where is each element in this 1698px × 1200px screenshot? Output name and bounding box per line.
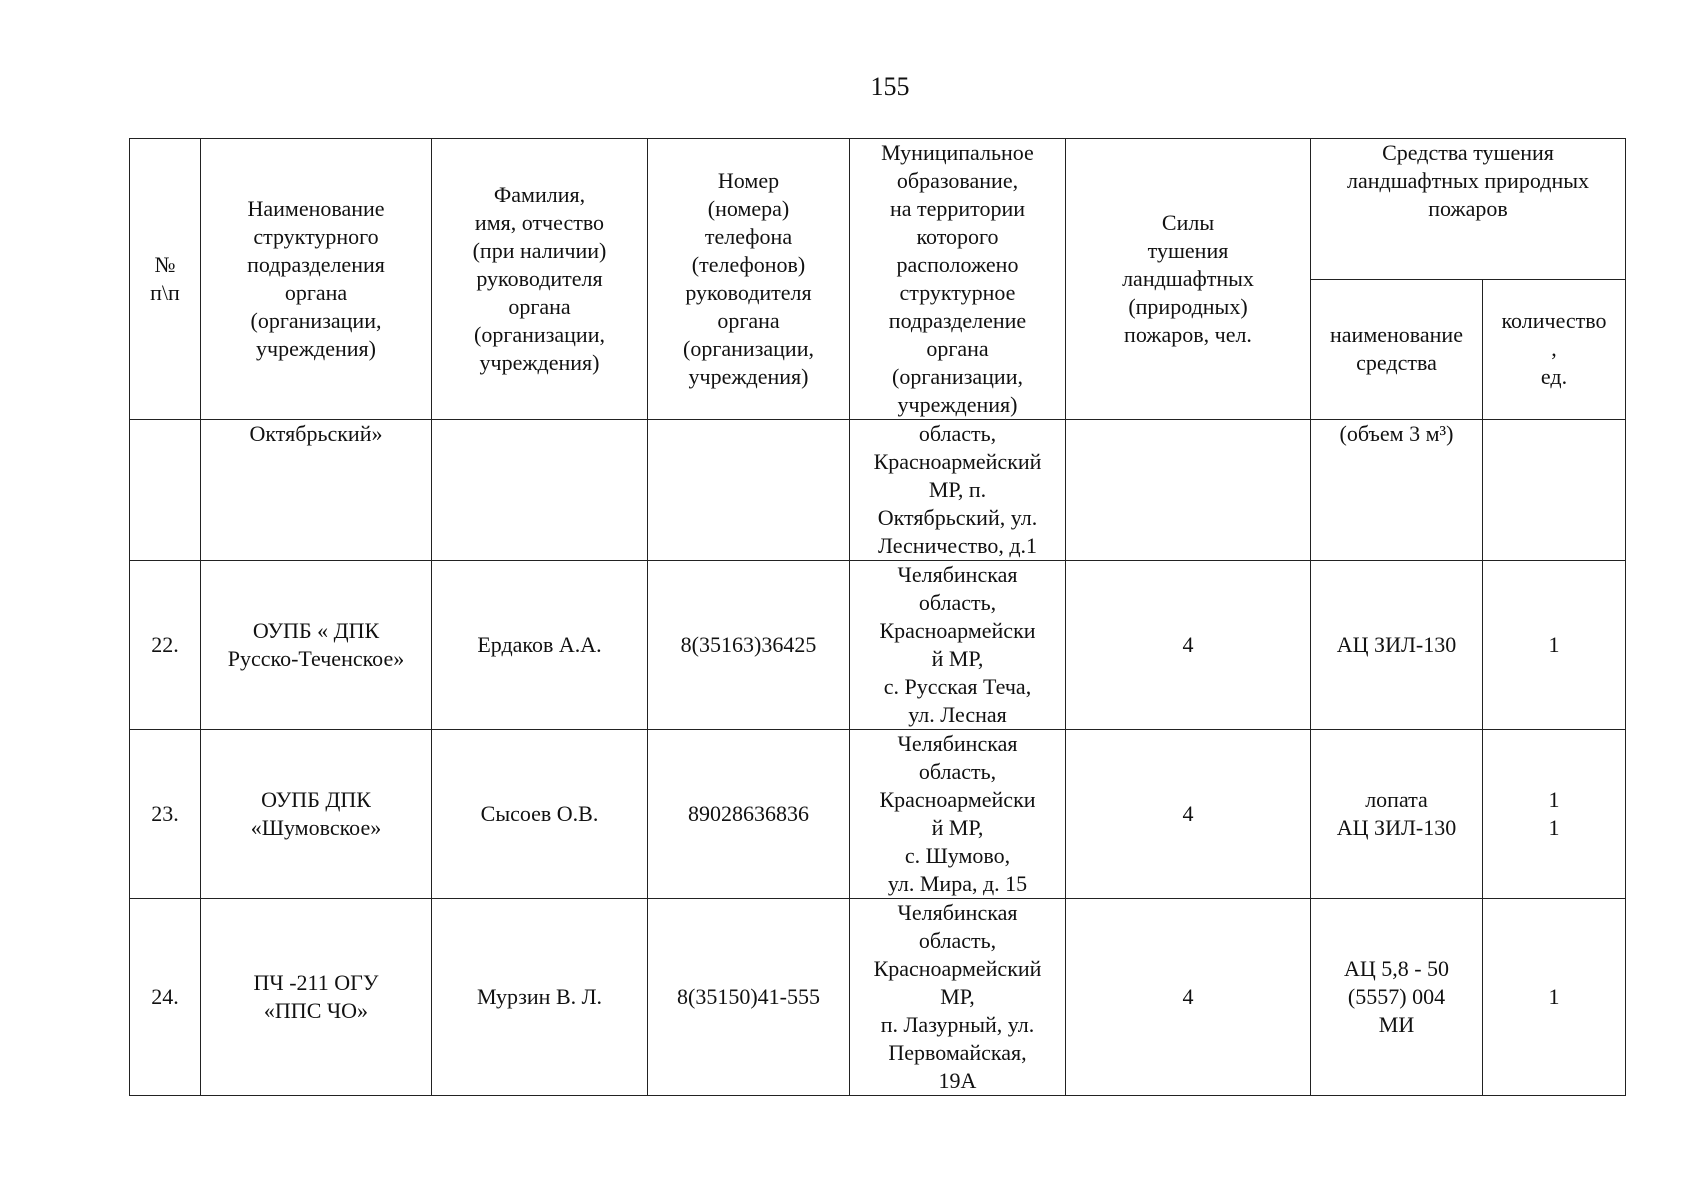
cell-num: 22. (130, 561, 201, 730)
page-number: 155 (870, 72, 910, 101)
cell-phone: 8(35163)36425 (648, 561, 850, 730)
cell-means-name: АЦ 5,8 - 50 (5557) 004 МИ (1311, 899, 1483, 1096)
cell-name: ОУПБ « ДПК Русско-Теченское» (201, 561, 432, 730)
header-row-1 (130, 139, 1626, 280)
header-forces: Силы тушения ландшафтных (природных) пожаров, чел. (1066, 139, 1311, 420)
table-row (130, 561, 1626, 730)
cell-forces: 4 (1066, 730, 1311, 899)
cell-forces: 4 (1066, 561, 1311, 730)
cell-head: Ердаков А.А. (432, 561, 648, 730)
cell-means-qty: 1 1 (1483, 730, 1626, 899)
cell-means-name: лопата АЦ ЗИЛ-130 (1311, 730, 1483, 899)
cell-phone: 89028636836 (648, 730, 850, 899)
cell-forces: 4 (1066, 899, 1311, 1096)
cell-phone (648, 420, 850, 561)
cell-forces (1066, 420, 1311, 561)
cell-means-qty: 1 (1483, 561, 1626, 730)
table-row (130, 420, 1626, 561)
cell-name: Октябрьский» (201, 420, 432, 561)
cell-municipality: Челябинская область, Красноармейски й МР, с. Русская Теча, ул. Лесная (850, 561, 1066, 730)
header-municipality: Муниципальное образование, на территории которого расположено структурное подразделение органа (организации, учреждения) (850, 139, 1066, 420)
cell-name: ОУПБ ДПК «Шумовское» (201, 730, 432, 899)
cell-num: 23. (130, 730, 201, 899)
cell-head: Сысоев О.В. (432, 730, 648, 899)
header-means-qty: количество , ед. (1483, 279, 1626, 420)
cell-municipality: область, Красноармейский МР, п. Октябрьский, ул. Лесничество, д.1 (850, 420, 1066, 561)
cell-phone: 8(35150)41-555 (648, 899, 850, 1096)
table-row (130, 730, 1626, 899)
fire-resources-table (129, 138, 1626, 1096)
header-phone: Номер (номера) телефона (телефонов) руководителя органа (организации, учреждения) (648, 139, 850, 420)
table-row (130, 899, 1626, 1096)
header-means-group: Средства тушения ландшафтных природных пожаров (1311, 139, 1626, 280)
header-means-name: наименование средства (1311, 279, 1483, 420)
cell-num: 24. (130, 899, 201, 1096)
cell-municipality: Челябинская область, Красноармейский МР, п. Лазурный, ул. Первомайская, 19А (850, 899, 1066, 1096)
header-num: № п\п (130, 139, 201, 420)
cell-municipality: Челябинская область, Красноармейски й МР, с. Шумово, ул. Мира, д. 15 (850, 730, 1066, 899)
cell-name: ПЧ -211 ОГУ «ППС ЧО» (201, 899, 432, 1096)
cell-means-name: АЦ ЗИЛ-130 (1311, 561, 1483, 730)
cell-head (432, 420, 648, 561)
header-name: Наименование структурного подразделения органа (организации, учреждения) (201, 139, 432, 420)
cell-head: Мурзин В. Л. (432, 899, 648, 1096)
header-head: Фамилия, имя, отчество (при наличии) руководителя органа (организации, учреждения) (432, 139, 648, 420)
cell-means-name: (объем 3 м³) (1311, 420, 1483, 561)
cell-num (130, 420, 201, 561)
cell-means-qty (1483, 420, 1626, 561)
cell-means-qty: 1 (1483, 899, 1626, 1096)
